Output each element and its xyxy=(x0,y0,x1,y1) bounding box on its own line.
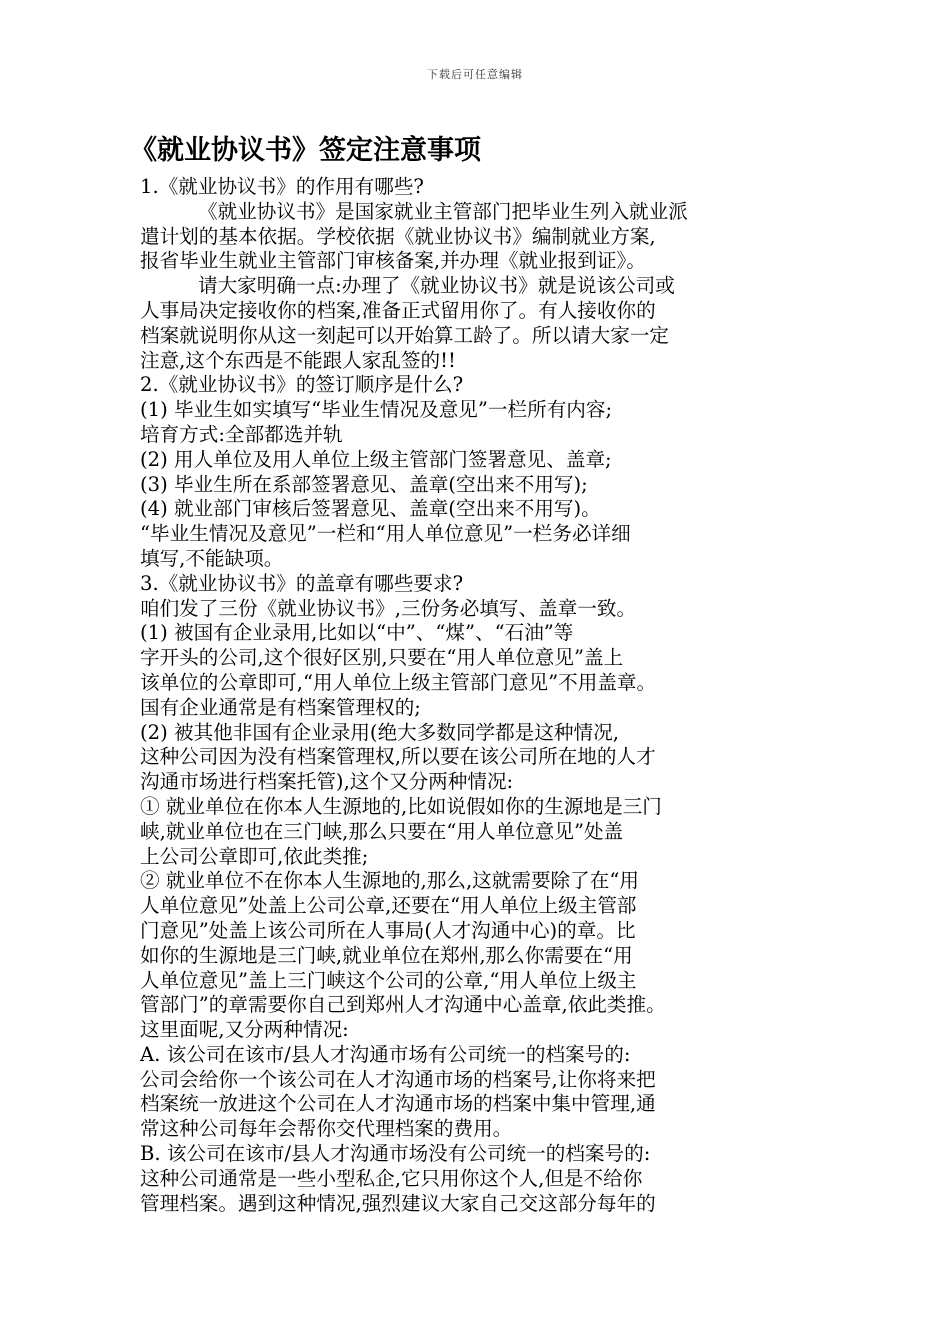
body-line: (2) 用人单位及用人单位上级主管部门签署意见、盖章; xyxy=(140,447,612,471)
body-line: 这种公司通常是一些小型私企,它只用你这个人,但是不给你 xyxy=(140,1166,643,1190)
body-line: 人单位意见”处盖上公司公章,还要在“用人单位上级主管部 xyxy=(140,894,637,918)
body-line: 峡,就业单位也在三门峡,那么只要在“用人单位意见”处盖 xyxy=(140,819,624,843)
body-line: (4) 就业部门审核后签署意见、盖章(空出来不用写)。 xyxy=(140,497,601,521)
body-line: 国有企业通常是有档案管理权的; xyxy=(140,695,421,719)
body-line: 该单位的公章即可,“用人单位上级主管部门意见”不用盖章。 xyxy=(140,670,657,694)
body-line: 这种公司因为没有档案管理权,所以要在该公司所在地的人才 xyxy=(140,745,656,769)
body-line: 2.《就业协议书》的签订顺序是什么? xyxy=(140,373,464,397)
body-line: 上公司公章即可,依此类推; xyxy=(140,844,369,868)
body-line: 请大家明确一点:办理了《就业协议书》就是说该公司或 xyxy=(198,274,675,298)
body-line: 公司会给你一个该公司在人才沟通市场的档案号,让你将来把 xyxy=(140,1067,656,1091)
body-line: 填写,不能缺项。 xyxy=(140,546,284,570)
body-line: 沟通市场进行档案托管),这个又分两种情况: xyxy=(140,770,514,794)
body-line: ① 就业单位在你本人生源地的,比如说假如你的生源地是三门 xyxy=(140,794,662,818)
document-title: 《就业协议书》签定注意事项 xyxy=(130,135,481,166)
body-line: 管部门”的章需要你自己到郑州人才沟通中心盖章,依此类推。 xyxy=(140,993,666,1017)
body-line: 档案统一放进这个公司在人才沟通市场的档案中集中管理,通 xyxy=(140,1092,656,1116)
body-line: 管理档案。遇到这种情况,强烈建议大家自己交这部分每年的 xyxy=(140,1191,656,1215)
body-line: 《就业协议书》是国家就业主管部门把毕业生列入就业派 xyxy=(198,199,688,223)
body-line: 遣计划的基本依据。学校依据《就业协议书》编制就业方案, xyxy=(140,224,656,248)
body-line: 3.《就业协议书》的盖章有哪些要求? xyxy=(140,571,464,595)
body-line: 咱们发了三份《就业协议书》,三份务必填写、盖章一致。 xyxy=(140,596,637,620)
body-line: (1) 毕业生如实填写“毕业生情况及意见”一栏所有内容; xyxy=(140,398,613,422)
body-line: 常这种公司每年会帮你交代理档案的费用。 xyxy=(140,1117,513,1141)
body-line: 如你的生源地是三门峡,就业单位在郑州,那么你需要在“用 xyxy=(140,943,633,967)
body-line: 注意,这个东西是不能跟人家乱签的!! xyxy=(140,348,456,372)
body-line: 档案就说明你从这一刻起可以开始算工龄了。所以请大家一定 xyxy=(140,323,670,347)
body-line: 字开头的公司,这个很好区别,只要在“用人单位意见”盖上 xyxy=(140,646,624,670)
page-header-note: 下载后可任意编辑 xyxy=(427,68,523,81)
body-line: B. 该公司在该市/县人才沟通市场没有公司统一的档案号的: xyxy=(140,1142,651,1166)
body-line: 这里面呢,又分两种情况: xyxy=(140,1018,349,1042)
body-line: 门意见”处盖上该公司所在人事局(人才沟通中心)的章。比 xyxy=(140,918,636,942)
body-line: 人单位意见”盖上三门峡这个公司的公章,“用人单位上级主 xyxy=(140,968,637,992)
body-line: (3) 毕业生所在系部签署意见、盖章(空出来不用写); xyxy=(140,472,588,496)
body-line: (2) 被其他非国有企业录用(绝大多数同学都是这种情况, xyxy=(140,720,619,744)
body-line: “毕业生情况及意见”一栏和“用人单位意见”一栏务必详细 xyxy=(140,522,631,546)
body-line: (1) 被国有企业录用,比如以“中”、“煤”、“石油”等 xyxy=(140,621,574,645)
body-line: 1.《就业协议书》的作用有哪些? xyxy=(140,175,424,198)
document-body xyxy=(140,175,820,1216)
body-line: A. 该公司在该市/县人才沟通市场有公司统一的档案号的: xyxy=(140,1042,631,1066)
body-line: ② 就业单位不在你本人生源地的,那么,这就需要除了在“用 xyxy=(140,869,639,893)
body-line: 培育方式:全部都选并轨 xyxy=(140,422,343,446)
body-line: 人事局决定接收你的档案,准备正式留用你了。有人接收你的 xyxy=(140,298,656,322)
body-line: 报省毕业生就业主管部门审核备案,并办理《就业报到证》。 xyxy=(140,249,646,273)
